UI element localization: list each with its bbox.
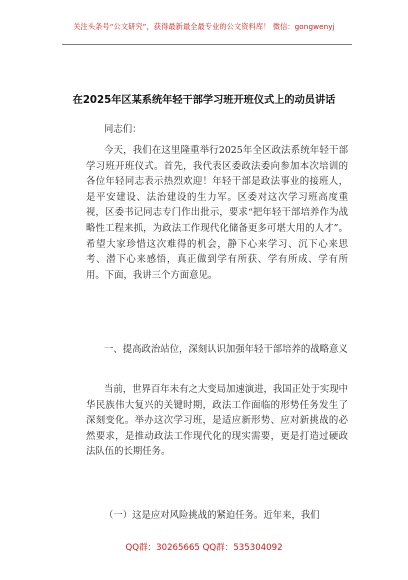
header-promo-text: 关注头条号“公文研究”，获得最新最全最专业的公文资料库！ 微信：gongwenyj [73, 22, 335, 31]
section-heading-1: 一、提高政治站位，深刻认识加强年轻干部培养的战略意义 [104, 344, 348, 355]
paragraph-context: 当前，世界百年未有之大变局加速演进，我国正处于实现中华民族伟大复兴的关键时期，政法工作面临的形势任务发生了深刻变化。举办这次学习班，是适应新形势、应对新挑战的必然要求，是推动政法工作现代化的现实需要，更是打造过硬政法队伍的长期任务。 [86, 384, 348, 458]
footer-qq-groups: QQ群：30265665 QQ群：535304092 [125, 543, 283, 553]
salutation: 同志们： [104, 124, 142, 135]
header-divider [62, 44, 352, 45]
paragraph-intro: 今天，我们在这里隆重举行2025年全区政法系统年轻干部学习班开班仪式。首先，我代表区委政法委向参加本次培训的各位年轻同志表示热烈欢迎！年轻干部是政法事业的接班人，是平安建设、法治建设的生力军。区委对这次学习班高度重视，区委书记同志专门作出批示，要求“把年轻干部培养作为战略性工程来抓，为政法工作现代化储备更多可堪大用的人才”。希望大家珍惜这次难得的机会，静下心来学习、沉下心来思考、潜下心来感悟，真正做到学有所获、学有所成、学有所用。下面，我讲三个方面意见。 [86, 145, 348, 281]
document-title: 在2025年区某系统年轻干部学习班开班仪式上的动员讲话 [72, 95, 336, 106]
paragraph-subsection-1: （一）这是应对风险挑战的紧迫任务。近年来，我们 [104, 510, 320, 521]
